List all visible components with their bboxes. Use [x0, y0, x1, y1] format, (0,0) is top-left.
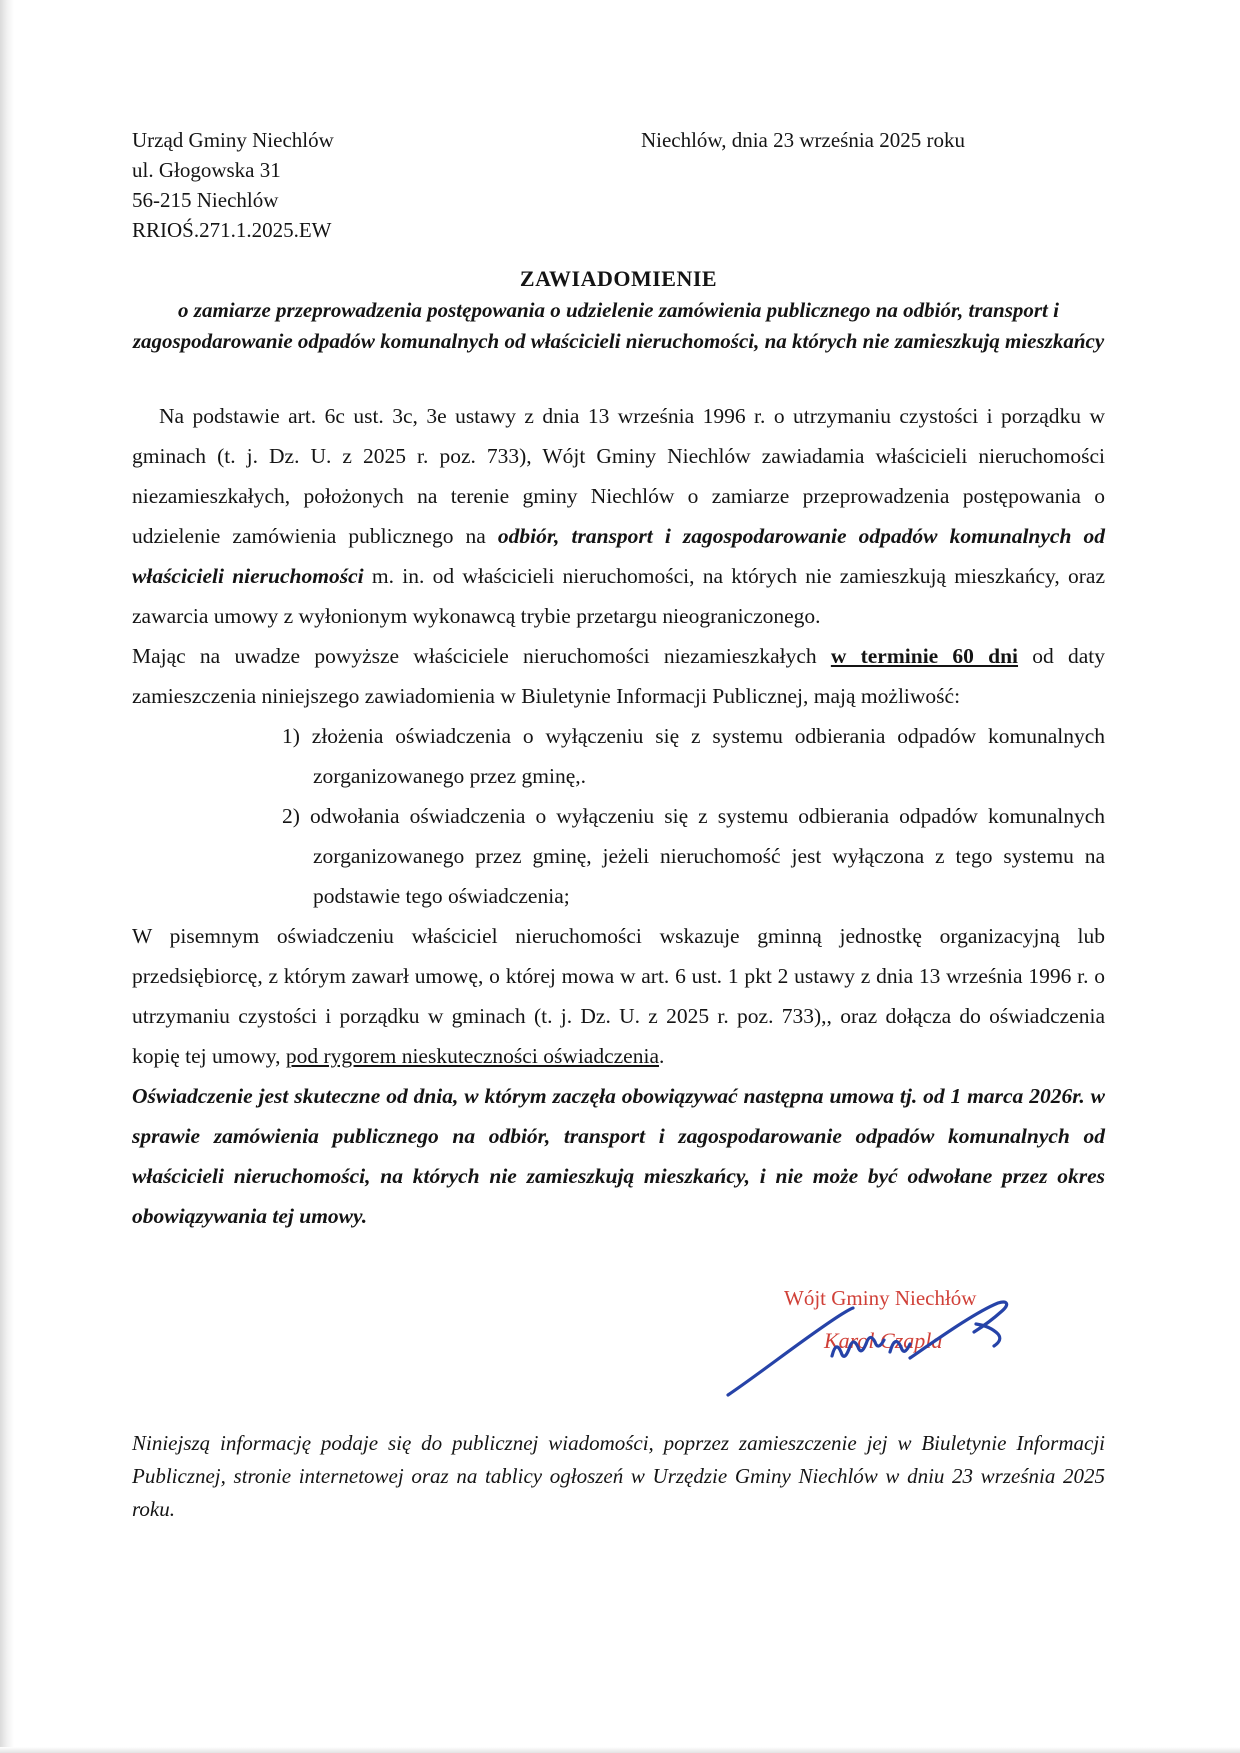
scan-bottom-artifact: [0, 1747, 1240, 1753]
sender-street: ul. Głogowska 31: [132, 158, 281, 182]
letter-header: [132, 125, 1105, 245]
case-reference-number: RRIOŚ.271.1.2025.EW: [132, 218, 332, 242]
paragraph-3-underlined-phrase: pod rygorem nieskuteczności oświadczenia: [285, 1044, 659, 1068]
place-and-date: Niechlów, dnia 23 września 2025 roku: [640, 128, 965, 152]
document-subtitle: o zamiarze przeprowadzenia postępowania o udzielenie zamówienia publicznego na odbiór, transport i zagospodarowanie odpadów komunalnych od właścicieli nieruchomości, na których nie zamieszkują mieszkańcy: [132, 298, 1105, 353]
list-item-1: [132, 716, 1105, 796]
document-title: ZAWIADOMIENIE: [519, 266, 718, 291]
deadline-emphasis: w terminie 60 dni: [830, 644, 1019, 668]
list-item-2-text: odwołania oświadczenia o wyłączeniu się z systemu odbierania odpadów komunalnych zorganizowanego przez gminę, jeżeli nieruchomość jest wyłączona z tego systemu na podstawie tego oświadczenia;: [309, 804, 1105, 908]
paragraph-1-text: Na podstawie art. 6c ust. 3c, 3e ustawy z dnia 13 września 1996 r. o utrzymaniu czystości i porządku w gminach (t. j. Dz. U. z 2025 r. poz. 733), Wójt Gminy Niechlów zawiadamia właścicieli nieruchomości niezamieszkałych, położonych na terenie gminy Niechlów o zamiarze przeprowadzenia postępowania o udzielenie zamówienia publicznego na: [132, 404, 1105, 548]
list-item-2-marker: 2): [282, 804, 300, 828]
paragraph-1-text-end: m. in. od właścicieli nieruchomości, na których nie zamieszkują mieszkańcy, oraz zawarcia umowy z wyłonionym wykonawcą trybie przetargu nieograniczonego.: [132, 564, 1105, 628]
paragraph-deadline: [132, 636, 1105, 716]
paragraph-legal-basis: [132, 396, 1105, 636]
signatory-name: Karol Czapla: [824, 1328, 943, 1353]
list-item-1-marker: 1): [282, 724, 300, 748]
signatory-role-stamp: Wójt Gminy Niechłów: [784, 1286, 977, 1310]
publication-note: Niniejszą informację podaje się do publicznej wiadomości, poprzez zamieszczenie jej w Biuletynie Informacji Publicznej, stronie internetowej oraz na tablicy ogłoszeń w Urzędzie Gminy Niechlów w dniu 23 września 2025 roku.: [132, 1431, 1105, 1521]
paragraph-3-text: W pisemnym oświadczeniu właściciel nieruchomości wskazuje gminną jednostkę organizacyjną lub przedsiębiorcę, z którym zawarł umowę, o której mowa w art. 6 ust. 1 pkt 2 ustawy z dnia 13 września 1996 r. o utrzymaniu czystości i porządku w gminach (t. j. Dz. U. z 2025 r. poz. 733),, oraz dołącza do oświadczenia kopię tej umowy,: [132, 924, 1105, 1068]
document-body: [132, 396, 1105, 1236]
paragraph-3-text-end: .: [659, 1044, 665, 1068]
paragraph-2-text: Mając na uwadze powyższe właściciele nieruchomości niezamieszkałych: [132, 644, 831, 668]
paragraph-effectiveness: Oświadczenie jest skuteczne od dnia, w którym zaczęła obowiązywać następna umowa tj. od 1 marca 2026r. w sprawie zamówienia publicznego na odbiór, transport i zagospodarowanie odpadów komunalnych od właścicieli nieruchomości, na których nie zamieszkują mieszkańcy, i nie może być odwołane przez okres obowiązywania tej umowy.: [132, 1084, 1105, 1228]
list-item-2: [132, 796, 1105, 916]
paragraph-2-text-end: od daty zamieszczenia niniejszego zawiadomienia w Biuletynie Informacji Publicznej, mają możliwość:: [132, 644, 1105, 708]
sender-city: 56-215 Niechlów: [132, 188, 279, 212]
scan-edge-artifact: [0, 0, 14, 1753]
paragraph-1-bold-phrase: odbiór, transport i zagospodarowanie odpadów komunalnych od właścicieli nieruchomości: [132, 524, 1106, 588]
signature-block: [738, 1286, 1083, 1401]
list-item-1-text: złożenia oświadczenia o wyłączeniu się z systemu odbierania odpadów komunalnych zorganizowanego przez gminę,.: [311, 724, 1105, 788]
sender-name: Urząd Gminy Niechlów: [132, 128, 334, 152]
document-page: [132, 0, 1105, 1526]
paragraph-statement-requirements: [132, 916, 1105, 1076]
